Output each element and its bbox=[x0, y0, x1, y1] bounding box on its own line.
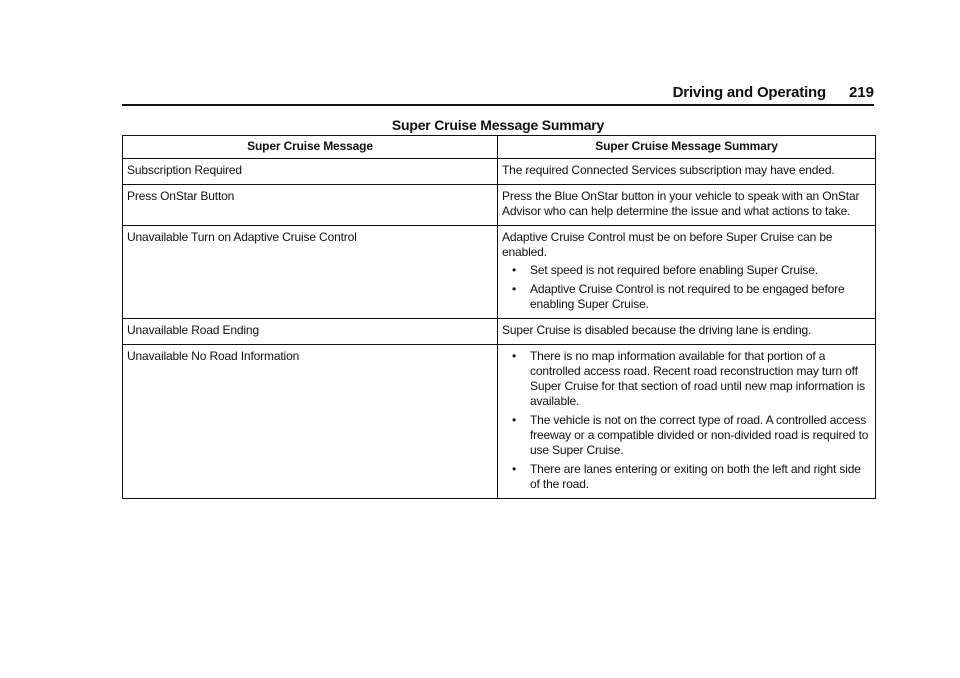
table-row bbox=[123, 345, 876, 499]
bullet-icon: • bbox=[512, 413, 517, 427]
bullet-list bbox=[502, 349, 869, 492]
bullet-list bbox=[502, 263, 869, 312]
summary-cell bbox=[498, 226, 876, 319]
bullet-icon: • bbox=[512, 349, 517, 363]
bullet-item bbox=[502, 263, 869, 278]
bullet-text: Set speed is not required before enabling Super Cruise. bbox=[530, 263, 818, 277]
bullet-text: Adaptive Cruise Control is not required to be engaged before enabling Super Cruise. bbox=[530, 282, 845, 311]
table-row bbox=[123, 159, 876, 185]
bullet-item bbox=[502, 349, 869, 409]
bullet-item bbox=[502, 413, 869, 458]
message-summary-table bbox=[122, 135, 876, 499]
bullet-item bbox=[502, 462, 869, 492]
summary-text: The required Connected Services subscription may have ended. bbox=[502, 163, 835, 177]
bullet-text: The vehicle is not on the correct type of road. A controlled access freeway or a compatible divided or non-divided road is required to use Super Cruise. bbox=[530, 413, 869, 457]
page-number: 219 bbox=[848, 84, 874, 101]
page-header bbox=[122, 84, 874, 106]
summary-cell bbox=[498, 185, 876, 226]
section-title: Driving and Operating bbox=[672, 84, 826, 101]
message-cell: Press OnStar Button bbox=[123, 185, 498, 226]
table-row bbox=[123, 226, 876, 319]
bullet-text: There is no map information available for that portion of a controlled access road. Recent road reconstruction may turn off Super Cruise for that section of road until new map information is available. bbox=[530, 349, 865, 408]
table-row bbox=[123, 319, 876, 345]
summary-cell bbox=[498, 345, 876, 499]
table-title: Super Cruise Message Summary bbox=[391, 117, 605, 133]
bullet-icon: • bbox=[512, 462, 517, 476]
message-cell: Unavailable Turn on Adaptive Cruise Control bbox=[123, 226, 498, 319]
summary-text: Adaptive Cruise Control must be on before Super Cruise can be enabled. bbox=[502, 230, 833, 259]
table-row bbox=[123, 185, 876, 226]
bullet-item bbox=[502, 282, 869, 312]
summary-text: Super Cruise is disabled because the driving lane is ending. bbox=[502, 323, 812, 337]
summary-text: Press the Blue OnStar button in your vehicle to speak with an OnStar Advisor who can help determine the issue and what actions to take. bbox=[502, 189, 860, 218]
table-body bbox=[123, 159, 876, 499]
message-cell: Unavailable No Road Information bbox=[123, 345, 498, 499]
summary-cell bbox=[498, 319, 876, 345]
column-header-summary: Super Cruise Message Summary bbox=[498, 136, 876, 159]
table-header-row bbox=[123, 136, 876, 159]
bullet-icon: • bbox=[512, 282, 517, 296]
summary-cell bbox=[498, 159, 876, 185]
bullet-text: There are lanes entering or exiting on both the left and right side of the road. bbox=[530, 462, 861, 491]
bullet-icon: • bbox=[512, 263, 517, 277]
message-cell: Unavailable Road Ending bbox=[123, 319, 498, 345]
column-header-message: Super Cruise Message bbox=[123, 136, 498, 159]
message-cell: Subscription Required bbox=[123, 159, 498, 185]
